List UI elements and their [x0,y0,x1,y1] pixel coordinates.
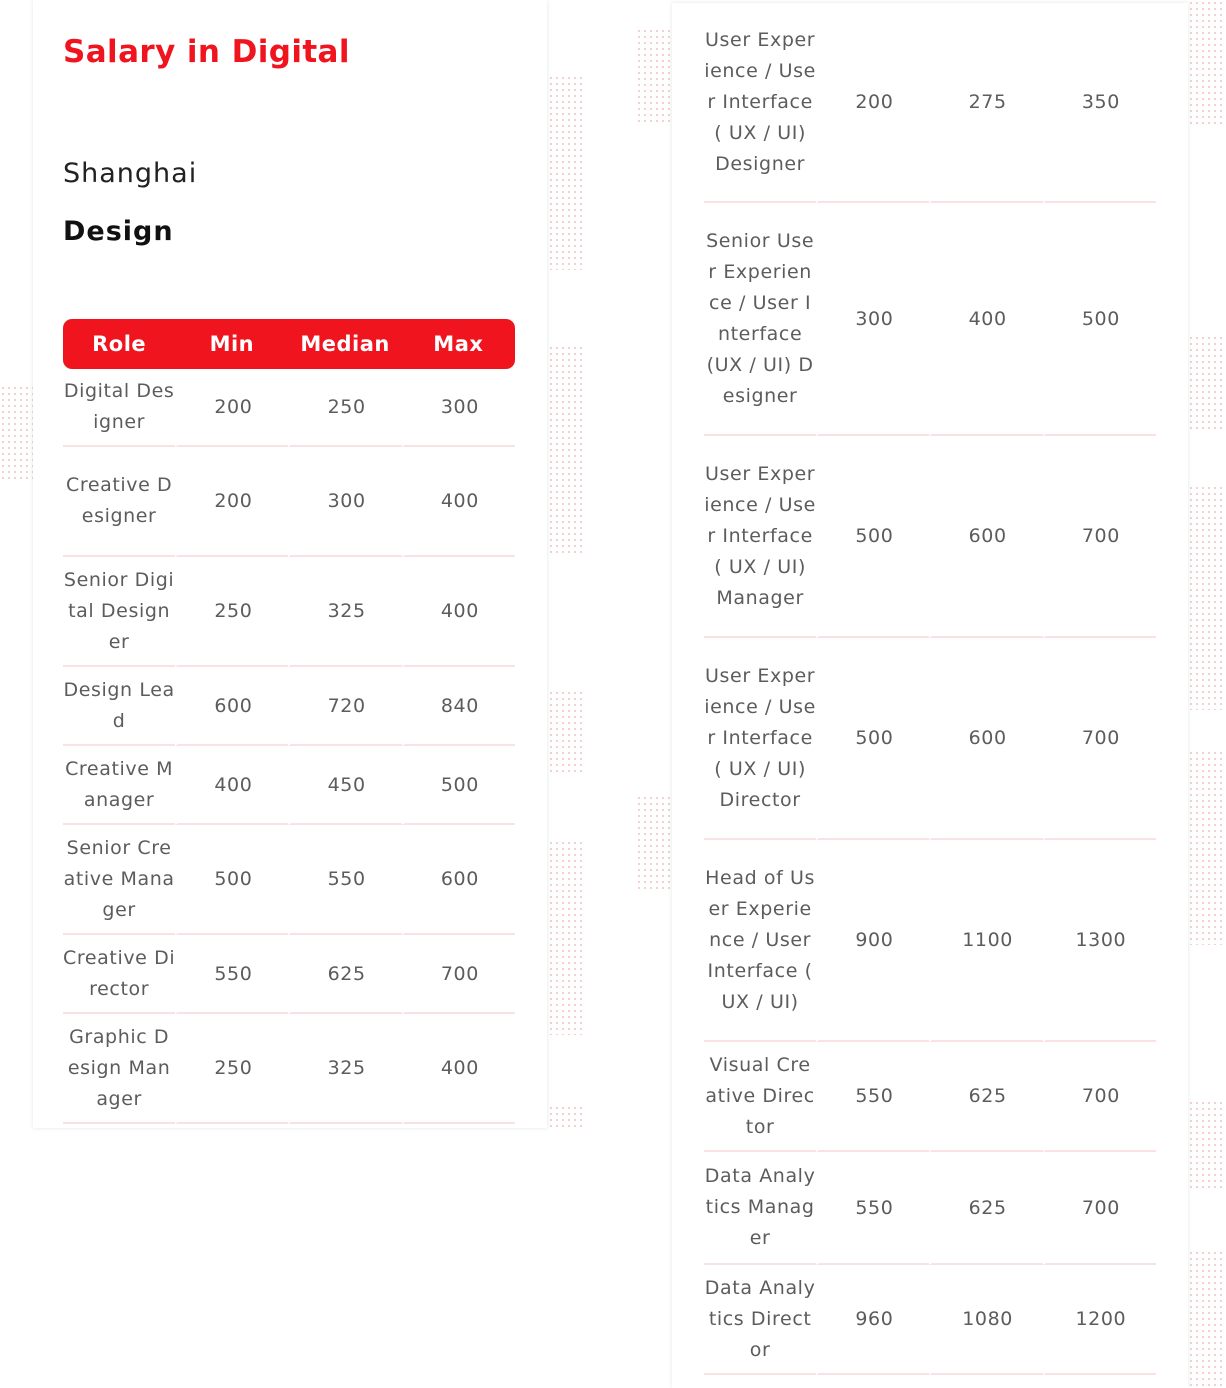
table-header-row [63,319,515,369]
max-cell: 700 [1043,436,1156,638]
min-cell: 550 [175,935,288,1014]
min-cell: 550 [816,1152,929,1265]
min-cell: 550 [816,1042,929,1152]
max-cell: 700 [402,935,515,1014]
page-title: Salary in Digital [63,34,350,70]
min-cell: 300 [816,203,929,436]
salary-card-continued [672,3,1188,1388]
table-row [704,840,1156,1042]
max-cell: 500 [402,746,515,825]
role-cell: Data Analytics Manager [704,1152,816,1265]
column-header-median: Median [288,319,401,369]
role-cell: Senior Creative Manager [63,825,175,935]
salary-table-continued [704,3,1156,1375]
role-cell: Senior User Experience / User Interface (UX / UI) Designer [704,203,816,436]
max-cell: 400 [402,1014,515,1124]
role-cell: User Experience / User Interface ( UX / UI) Manager [704,436,816,638]
median-cell: 325 [288,557,401,667]
min-cell: 900 [816,840,929,1042]
dot-pattern-decoration [548,75,584,270]
table-row [704,1042,1156,1152]
min-cell: 960 [816,1265,929,1375]
min-cell: 250 [175,557,288,667]
role-cell: User Experience / User Interface ( UX / UI) Director [704,638,816,840]
median-cell: 400 [929,203,1042,436]
dot-pattern-decoration [548,1105,584,1127]
table-row [63,667,515,746]
table-row [704,3,1156,203]
table-row [63,557,515,667]
category-heading: Design [63,216,174,247]
min-cell: 200 [816,3,929,203]
median-cell: 550 [288,825,401,935]
min-cell: 250 [175,1014,288,1124]
dot-pattern-decoration [1188,485,1224,710]
max-cell: 400 [402,557,515,667]
role-cell: Creative Director [63,935,175,1014]
min-cell: 500 [816,638,929,840]
max-cell: 400 [402,447,515,557]
max-cell: 600 [402,825,515,935]
median-cell: 720 [288,667,401,746]
median-cell: 625 [929,1042,1042,1152]
median-cell: 600 [929,436,1042,638]
table-row [704,638,1156,840]
dot-pattern-decoration [1188,1100,1224,1190]
dot-pattern-decoration [0,385,33,480]
median-cell: 275 [929,3,1042,203]
median-cell: 625 [929,1152,1042,1265]
max-cell: 700 [1043,1042,1156,1152]
min-cell: 400 [175,746,288,825]
table-row [63,369,515,447]
table-row [704,1152,1156,1265]
dot-pattern-decoration [1188,335,1224,430]
dot-pattern-decoration [1188,0,1224,125]
max-cell: 700 [1043,1152,1156,1265]
median-cell: 300 [288,447,401,557]
table-row [704,1265,1156,1375]
min-cell: 600 [175,667,288,746]
dot-pattern-decoration [548,840,584,1035]
max-cell: 350 [1043,3,1156,203]
min-cell: 200 [175,447,288,557]
table-row [63,825,515,935]
max-cell: 700 [1043,638,1156,840]
max-cell: 840 [402,667,515,746]
dot-pattern-decoration [636,28,672,126]
role-cell: Graphic Design Manager [63,1014,175,1124]
dot-pattern-decoration [548,345,584,555]
table-row [704,436,1156,638]
role-cell: Data Analytics Director [704,1265,816,1375]
max-cell: 1300 [1043,840,1156,1042]
role-cell: Creative Manager [63,746,175,825]
role-cell: User Experience / User Interface ( UX / UI) Designer [704,3,816,203]
median-cell: 250 [288,369,401,447]
role-cell: Design Lead [63,667,175,746]
salary-table [63,319,515,1124]
dot-pattern-decoration [1188,750,1224,945]
salary-table-body [63,369,515,1124]
city-label: Shanghai [63,158,198,189]
salary-table-body [704,3,1156,1375]
table-row [63,1014,515,1124]
column-header-role: Role [63,319,175,369]
dot-pattern-decoration [1188,1250,1224,1388]
table-row [63,447,515,557]
table-row [63,935,515,1014]
table-row [63,746,515,825]
max-cell: 500 [1043,203,1156,436]
min-cell: 500 [816,436,929,638]
median-cell: 1080 [929,1265,1042,1375]
column-header-min: Min [175,319,288,369]
median-cell: 600 [929,638,1042,840]
role-cell: Digital Designer [63,369,175,447]
role-cell: Creative Designer [63,447,175,557]
median-cell: 625 [288,935,401,1014]
max-cell: 300 [402,369,515,447]
median-cell: 325 [288,1014,401,1124]
min-cell: 200 [175,369,288,447]
role-cell: Head of User Experience / User Interface ( UX / UI) [704,840,816,1042]
table-row [704,203,1156,436]
dot-pattern-decoration [548,690,584,775]
salary-card [33,0,547,1128]
max-cell: 1200 [1043,1265,1156,1375]
role-cell: Senior Digital Designer [63,557,175,667]
min-cell: 500 [175,825,288,935]
median-cell: 1100 [929,840,1042,1042]
median-cell: 450 [288,746,401,825]
dot-pattern-decoration [636,795,672,890]
column-header-max: Max [402,319,515,369]
role-cell: Visual Creative Director [704,1042,816,1152]
